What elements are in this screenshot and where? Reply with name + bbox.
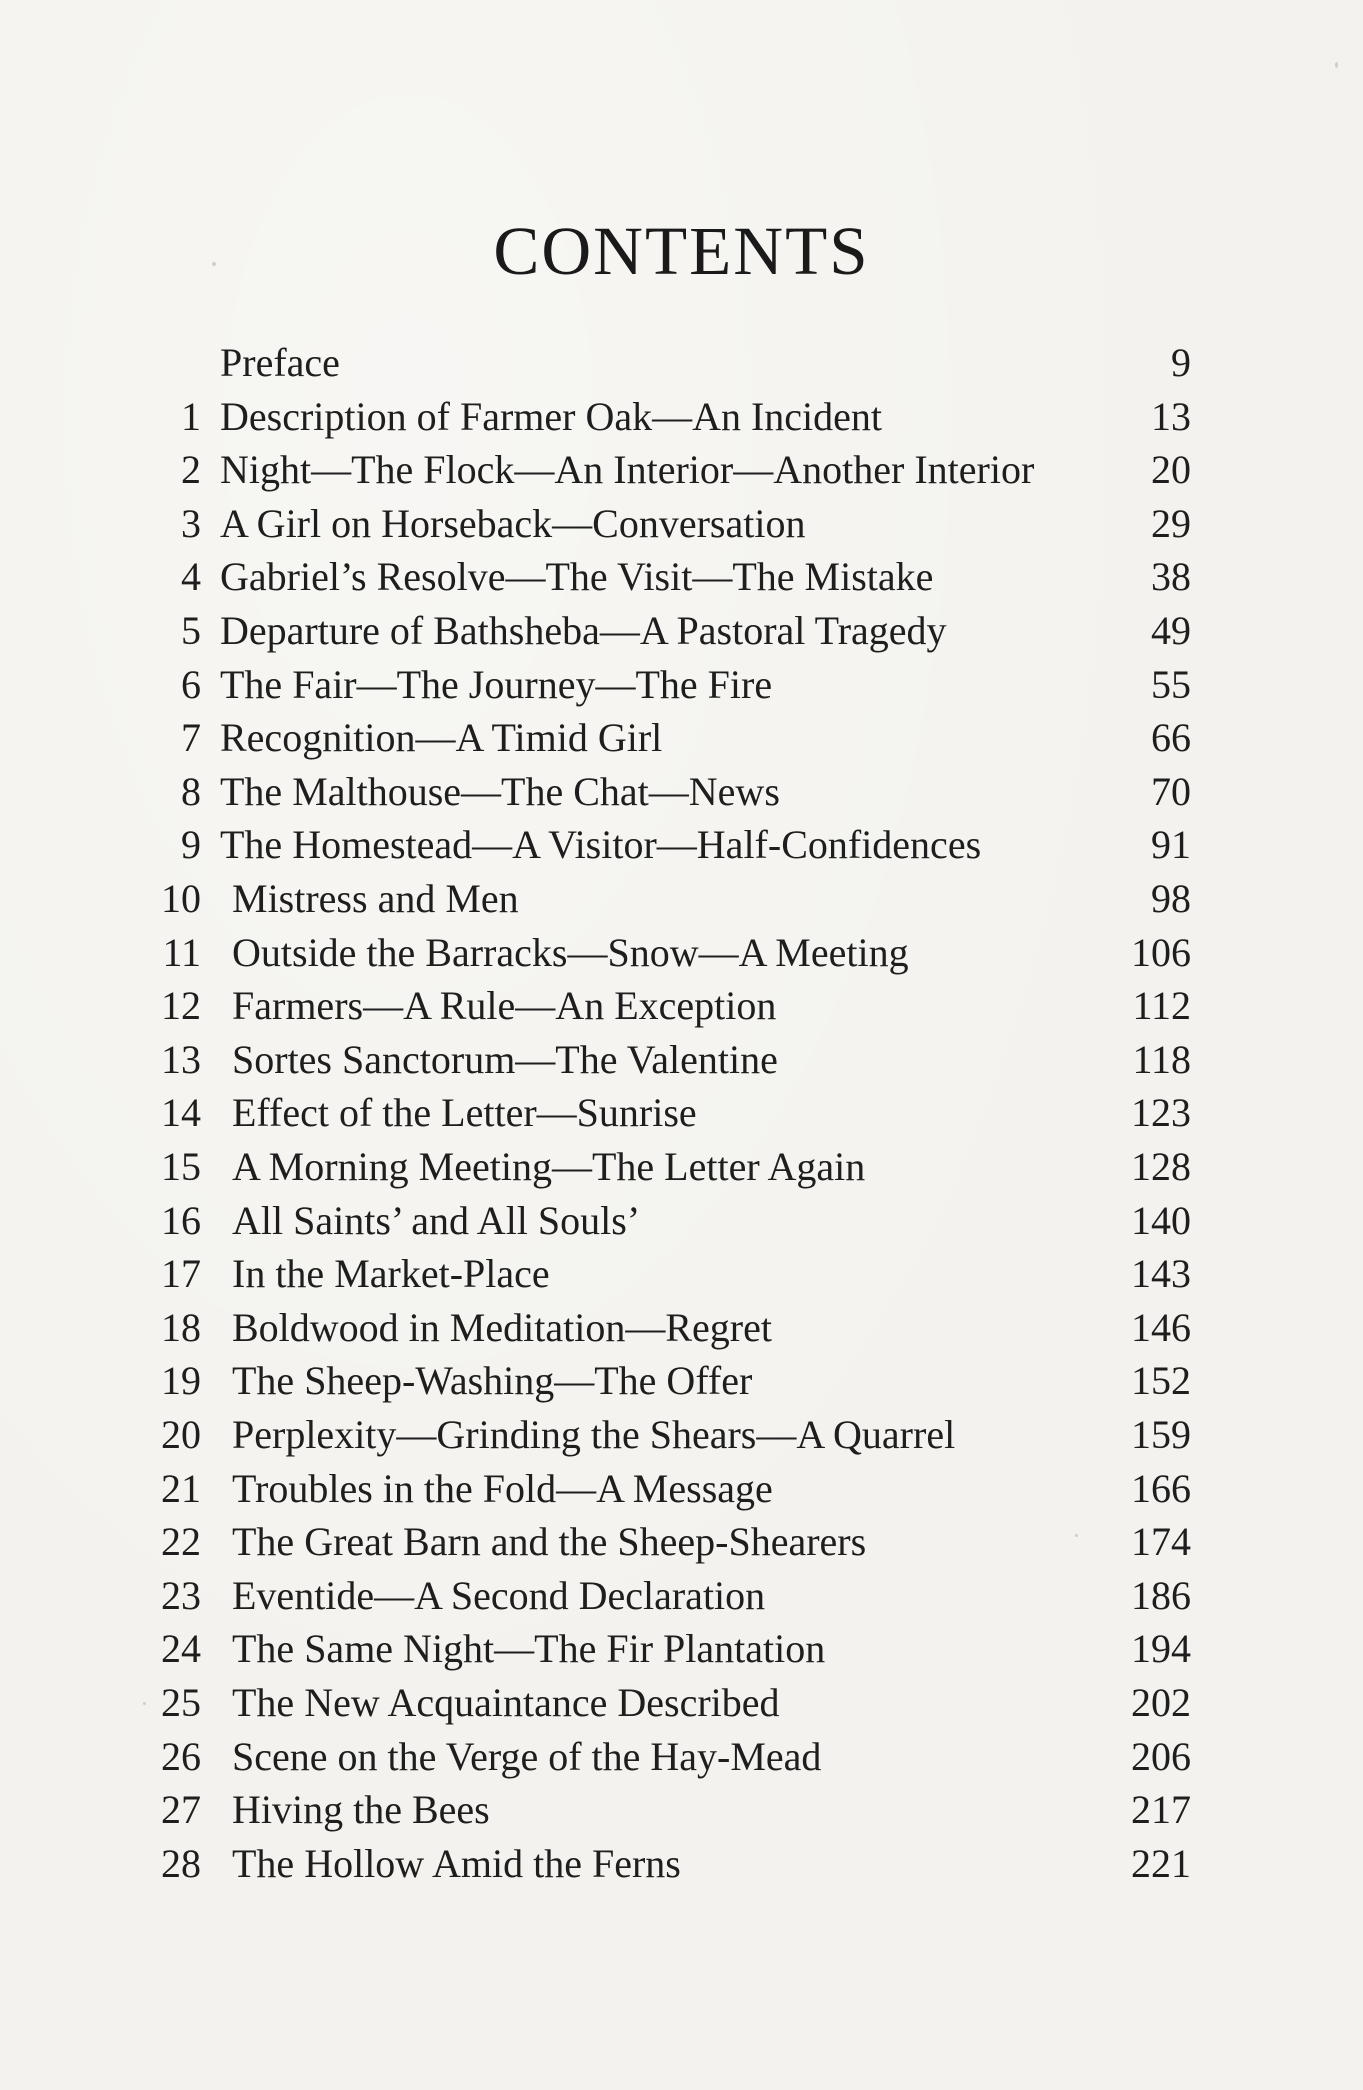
page-number: 206: [1131, 1734, 1191, 1779]
toc-entry: [0, 979, 1363, 1033]
chapter-title: Hiving the Bees: [232, 1787, 490, 1832]
toc-entry: [0, 1354, 1363, 1408]
chapter-number: 5: [181, 608, 201, 653]
chapter-number: 11: [162, 930, 201, 975]
chapter-number: 19: [161, 1358, 201, 1403]
page-number: 221: [1131, 1841, 1191, 1886]
page-number: 20: [1151, 447, 1191, 492]
chapter-title: Preface: [220, 340, 340, 385]
chapter-title: A Girl on Horseback—Conversation: [220, 501, 806, 546]
toc-entry: [0, 926, 1363, 980]
page-number: 91: [1151, 822, 1191, 867]
chapter-title: Mistress and Men: [232, 876, 519, 921]
page-number: 38: [1151, 554, 1191, 599]
chapter-number: 1: [181, 394, 201, 439]
page-number: 13: [1151, 394, 1191, 439]
toc-entry: [0, 443, 1363, 497]
page-number: 9: [1171, 340, 1191, 385]
page-number: 106: [1131, 930, 1191, 975]
toc-entry: [0, 390, 1363, 444]
toc-entry: [0, 1301, 1363, 1355]
chapter-number: 12: [161, 983, 201, 1028]
toc-entry: [0, 1247, 1363, 1301]
page-number: 186: [1131, 1573, 1191, 1618]
page-title: CONTENTS: [493, 213, 870, 289]
toc-entry: [0, 1783, 1363, 1837]
chapter-title: Scene on the Verge of the Hay-Mead: [232, 1734, 822, 1779]
chapter-number: 8: [181, 769, 201, 814]
toc-entry: [0, 872, 1363, 926]
toc-entry: [0, 658, 1363, 712]
chapter-number: 27: [161, 1787, 201, 1832]
toc-entry: [0, 1194, 1363, 1248]
chapter-number: 25: [161, 1680, 201, 1725]
page-number: 166: [1131, 1466, 1191, 1511]
chapter-title: The Hollow Amid the Ferns: [232, 1841, 681, 1886]
chapter-title: Perplexity—Grinding the Shears—A Quarrel: [232, 1412, 956, 1457]
chapter-number: 4: [181, 554, 201, 599]
chapter-title: Departure of Bathsheba—A Pastoral Tragedy: [220, 608, 947, 653]
page-number: 140: [1131, 1198, 1191, 1243]
page-number: 194: [1131, 1626, 1191, 1671]
page-number: 174: [1131, 1519, 1191, 1564]
chapter-number: 20: [161, 1412, 201, 1457]
toc-entry: [0, 1033, 1363, 1087]
page-number: 217: [1131, 1787, 1191, 1832]
toc-entry: [0, 1140, 1363, 1194]
page-number: 66: [1151, 715, 1191, 760]
toc-entry: [0, 1837, 1363, 1891]
chapter-number: 28: [161, 1841, 201, 1886]
chapter-title: Gabriel’s Resolve—The Visit—The Mistake: [220, 554, 934, 599]
chapter-title: Sortes Sanctorum—The Valentine: [232, 1037, 778, 1082]
toc-entry: [0, 550, 1363, 604]
chapter-number: 2: [181, 447, 201, 492]
chapter-title: Description of Farmer Oak—An Incident: [220, 394, 883, 439]
toc-entry: [0, 497, 1363, 551]
page-number: 112: [1132, 983, 1191, 1028]
chapter-number: 22: [161, 1519, 201, 1564]
toc-entry: [0, 1730, 1363, 1784]
page-number: 123: [1131, 1090, 1191, 1135]
chapter-title: The Sheep-Washing—The Offer: [232, 1358, 753, 1403]
chapter-number: 9: [181, 822, 201, 867]
toc-entry: [0, 711, 1363, 765]
chapter-number: 10: [161, 876, 201, 921]
toc-entry: [0, 336, 1363, 390]
toc-entry: [0, 1569, 1363, 1623]
chapter-title: Recognition—A Timid Girl: [220, 715, 663, 760]
page-number: 152: [1131, 1358, 1191, 1403]
page-number: 159: [1131, 1412, 1191, 1457]
chapter-title: The Great Barn and the Sheep-Shearers: [232, 1519, 867, 1564]
chapter-title: Effect of the Letter—Sunrise: [232, 1090, 697, 1135]
chapter-number: 21: [161, 1466, 201, 1511]
chapter-number: 6: [181, 662, 201, 707]
chapter-title: Night—The Flock—An Interior—Another Interior: [220, 447, 1035, 492]
chapter-title: Troubles in the Fold—A Message: [232, 1466, 773, 1511]
chapter-number: 7: [181, 715, 201, 760]
chapter-number: 3: [181, 501, 201, 546]
chapter-title: All Saints’ and All Souls’: [232, 1198, 641, 1243]
page-number: 55: [1151, 662, 1191, 707]
page-number: 143: [1131, 1251, 1191, 1296]
toc-entry: [0, 765, 1363, 819]
chapter-number: 24: [161, 1626, 201, 1671]
chapter-title: The Fair—The Journey—The Fire: [220, 662, 773, 707]
toc-entry: [0, 1676, 1363, 1730]
chapter-number: 18: [161, 1305, 201, 1350]
chapter-title: Outside the Barracks—Snow—A Meeting: [232, 930, 909, 975]
paper-speck: [1335, 62, 1338, 68]
chapter-title: The Malthouse—The Chat—News: [220, 769, 780, 814]
chapter-title: The Same Night—The Fir Plantation: [232, 1626, 826, 1671]
chapter-number: 23: [161, 1573, 201, 1618]
chapter-number: 16: [161, 1198, 201, 1243]
page-number: 98: [1151, 876, 1191, 921]
toc-entry: [0, 1086, 1363, 1140]
chapter-title: The New Acquaintance Described: [232, 1680, 780, 1725]
chapter-title: Boldwood in Meditation—Regret: [232, 1305, 772, 1350]
page-number: 29: [1151, 501, 1191, 546]
chapter-number: 14: [161, 1090, 201, 1135]
toc-entry: [0, 604, 1363, 658]
chapter-title: In the Market-Place: [232, 1251, 550, 1296]
chapter-number: 26: [161, 1734, 201, 1779]
chapter-number: 17: [161, 1251, 201, 1296]
toc-entry: [0, 1462, 1363, 1516]
page-number: 146: [1131, 1305, 1191, 1350]
toc-entry: [0, 1408, 1363, 1462]
toc-entry: [0, 1622, 1363, 1676]
chapter-title: A Morning Meeting—The Letter Again: [232, 1144, 866, 1189]
chapter-title: Eventide—A Second Declaration: [232, 1573, 766, 1618]
page-number: 70: [1151, 769, 1191, 814]
page-number: 128: [1131, 1144, 1191, 1189]
toc-entry: [0, 818, 1363, 872]
page-number: 118: [1132, 1037, 1191, 1082]
chapter-title: Farmers—A Rule—An Exception: [232, 983, 777, 1028]
toc-entry: [0, 1515, 1363, 1569]
page-number: 202: [1131, 1680, 1191, 1725]
chapter-number: 13: [161, 1037, 201, 1082]
page-number: 49: [1151, 608, 1191, 653]
chapter-title: The Homestead—A Visitor—Half-Confidences: [220, 822, 982, 867]
chapter-number: 15: [161, 1144, 201, 1189]
